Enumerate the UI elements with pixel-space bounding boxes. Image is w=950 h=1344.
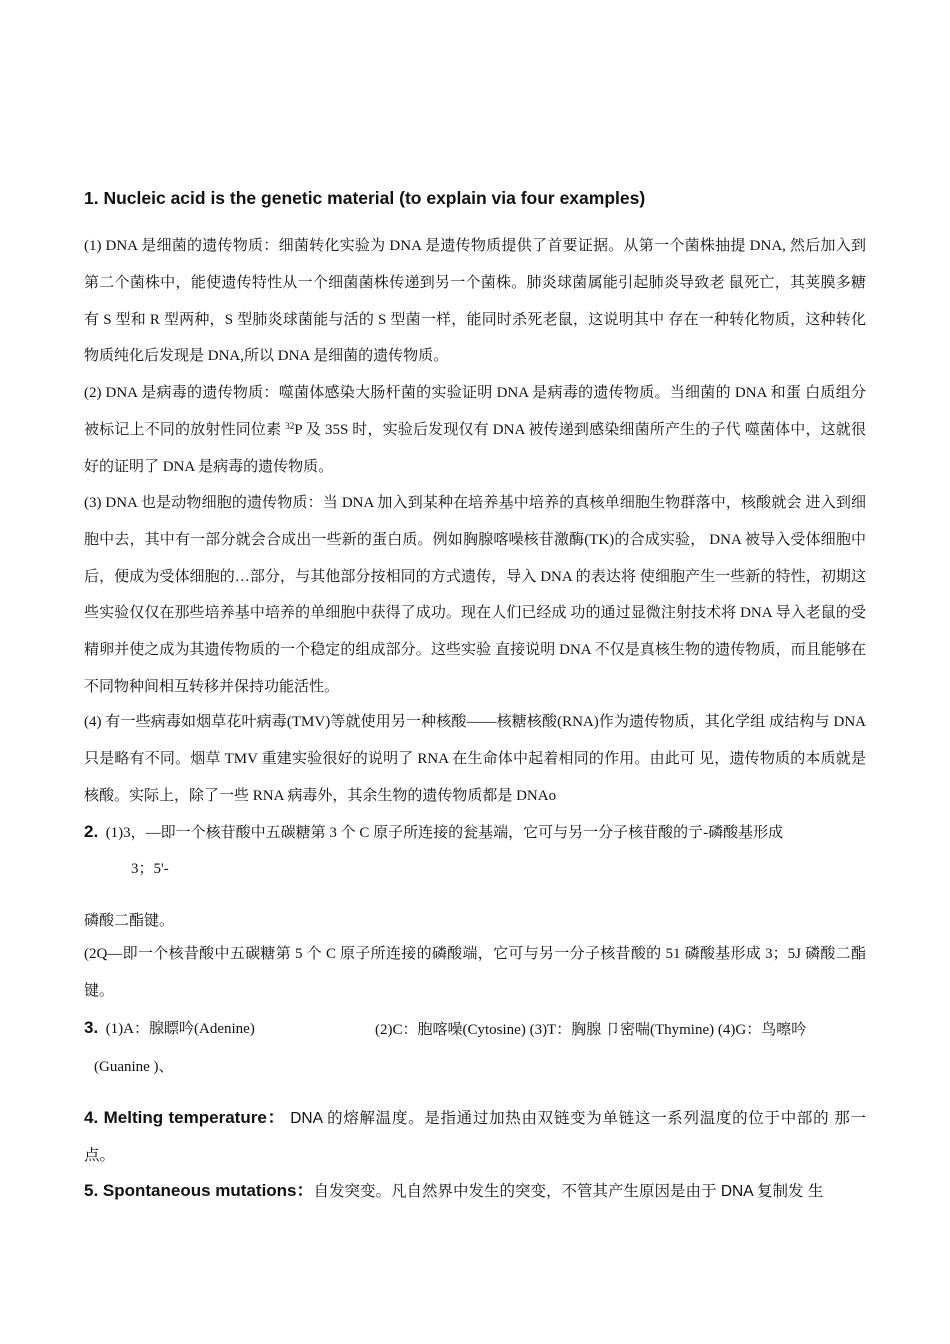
paragraph-2-text-a: (2) DNA 是病毒的遗传物质：噬菌体感染大肠杆菌的实验证明 DNA 是病毒的遗传物质。当细菌的 DNA 和蛋 白质组分被标记上不同的放射性同位素 (84, 385, 866, 438)
section-heading: 1. Nucleic acid is the genetic material (to explain via four examples) (84, 188, 646, 208)
item-4 (84, 1100, 866, 1175)
paragraph-4: (4) 有一些病毒如烟草花叶病毒(TMV)等就使用另一种核酸——核糖核酸(RNA)作为遗传物质，其化学组 成结构与 DNA 只是略有不同。烟草 TMV 重建实验很好的说明了 RNA 在生命体中起着相同的作用。由此可 见，遗传物质的本质就是核酸。实际上，除了一些 RNA 病毒外，其余生物的遗传物质都是 DNAo (84, 714, 866, 804)
item-3-number: 3. (84, 1018, 99, 1037)
item-5-term: 5. Spontaneous mutations： (84, 1181, 314, 1200)
isotope-superscript: 32 (285, 420, 295, 431)
item-3-part-1: (1)A：腺瞟吟(Adenine) (105, 1021, 255, 1037)
item-4-term: 4. Melting temperature： (84, 1108, 286, 1127)
item-4-text: DNA 的熔解温度。是指通过加热由双链变为单链这一系列温度的位于中部的 那一点。 (84, 1110, 867, 1164)
paragraph-2-text-b: P 及 35S 时，实验后发现仅有 DNA 被传递到感染细菌所产生的子代 噬菌体中，这就很好的证明了 DNA 是病毒的遗传物质。 (84, 421, 866, 475)
paragraph-3: (3) DNA 也是动物细胞的遗传物质：当 DNA 加入到某种在培养基中培养的真核单细胞生物群落中，核酸就会 进入到细胞中去，其中有一部分就会合成出一些新的蛋白质。例如胸腺喀噪核苷激酶(TK)的合成实验， DNA 被导入受体细胞中后，便成为受体细胞的…部分，与其他部分按相同的方式遗传，导入 DNA 的表达将 使细胞产生一些新的特性，初期这些实验仅仅在那些培养基中培养的单细胞中获得了成功。现在人们已经成 功的通过显微注射技术将 DNA 导入老鼠的受精卵并使之成为其遗传物质的一个稳定的组成部分。这些实验 直接说明 DNA 不仅是真核生物的遗传物质，而且能够在不同物种间相互转移并保持功能活性。 (84, 495, 866, 695)
item-2-line-1 (84, 821, 783, 844)
item-3-line-2: (Guanine )、 (94, 1059, 174, 1075)
item-2-number: 2. (84, 822, 99, 841)
item-3-part-2: (2)C：胞喀噪(Cytosine) (3)T：胸腺 卩密喘(Thymine) (4)G：鸟嚓吟 (375, 1022, 807, 1038)
item-5 (84, 1180, 823, 1203)
paragraph-2 (84, 375, 866, 485)
paragraph-1: (1) DNA 是细菌的遗传物质：细菌转化实验为 DNA 是遗传物质提供了首要证据。从第一个菌株抽提 DNA, 然后加入到第二个菌株中，能使遗传特性从一个细菌菌株传递到另一个菌株。肺炎球菌属能引起肺炎导致老 鼠死亡，其荚膜多糖有 S 型和 R 型两种，S 型肺炎球菌能与活的 S 型菌一样，能同时杀死老鼠，这说明其中 存在一种转化物质，这种转化物质纯化后发现是 DNA,所以 DNA 是细菌的遗传物质。 (84, 238, 866, 365)
item-2-paragraph: (2Q—即一个核昔酸中五碳糖第 5 个 C 原子所连接的磷酸端，它可与另一分子核昔酸的 51 磷酸基形成 3；5J 磷酸二酯键。 (84, 946, 866, 999)
item-2-line-3: 磷酸二酯键。 (84, 913, 175, 929)
item-2-line-2: 3；5'- (131, 861, 169, 877)
item-3-line-1 (84, 1017, 255, 1040)
item-2-text: (1)3，—即一个核苷酸中五碳糖第 3 个 C 原子所连接的瓮基端，它可与另一分子核苷酸的亍-磷酸基形成 (105, 825, 784, 841)
item-5-text: 自发突变。凡自然界中发生的突变，不管其产生原因是由于 DNA 复制发 生 (313, 1183, 824, 1200)
